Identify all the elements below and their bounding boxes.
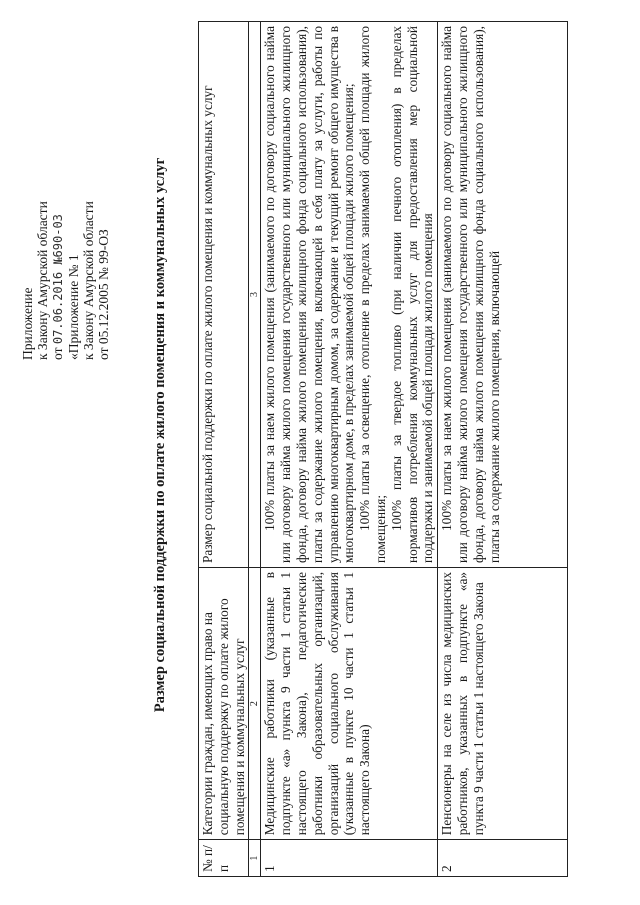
- table-header-row: [199, 22, 249, 877]
- appendix-label: Приложение: [20, 287, 35, 360]
- law-reference: к Закону Амурской области: [35, 201, 50, 360]
- support-paragraph: 100% платы за твердое топливо (при наличии печного отопления) в пределах нормативов потребления коммунальных услуг для предоставления мер социальной поддержки и занимаемой общей площади жилого помещения: [388, 26, 436, 563]
- table-row: [261, 22, 438, 877]
- handwritten-date-number: 07.06.2016 №690-03: [51, 214, 65, 345]
- column-number-row: [249, 22, 261, 877]
- law-date-2: от 05.12.2005 № 99-ОЗ: [96, 229, 111, 360]
- date-prefix: от: [50, 347, 65, 360]
- law-date: [50, 30, 66, 360]
- category-cell: Пенсионеры на селе из числа медицинских работников, указанных в подпункте «а» пункта 9 части 1 статьи 1 настоящего Закона: [438, 567, 568, 839]
- row-number: 1: [261, 840, 438, 877]
- header-support: Размер социальной поддержки по оплате жилого помещения и коммунальных услуг: [199, 22, 249, 568]
- support-table: [198, 21, 568, 877]
- header-category: Категории граждан, имеющих право на социальную поддержку по оплате жилого помещения и коммунальных услуг: [199, 567, 249, 839]
- column-number: 3: [249, 22, 261, 568]
- support-paragraph: 100% платы за наем жилого помещения (занимаемого по договору социального найма или договору найма жилого помещения государственного или муниципального жилищного фонда, договору найма жилого помещения жилищного фонда социального использования), платы за содержание жилого помещения, включающей в себя плату за услуги, работы по управлению многоквартирным домом, за содержание и текущий ремонт общего имущества в многоквартирном доме, в пределах занимаемой общей площади жилого помещения;: [262, 26, 357, 563]
- category-cell: Медицинские работники (указанные в подпункте «а» пункта 9 части 1 статьи 1 настоящего Закона), педагогические работники образовательных организаций, организаций социального обслуживания (указанные в пункте 10 части 1 статьи 1 настоящего Закона): [261, 567, 438, 839]
- support-cell-clip: [439, 26, 566, 563]
- support-paragraph: 100% платы за освещение, отопление в пределах занимаемой общей площади жилого помещения;: [357, 26, 388, 563]
- document-title: Размер социальной поддержки по оплате жилого помещения и коммунальных услуг: [152, 157, 168, 713]
- support-cell: [261, 22, 438, 568]
- column-number: 1: [249, 840, 261, 877]
- column-number: 2: [249, 567, 261, 839]
- support-paragraph: 100% платы за наем жилого помещения (занимаемого по договору социального найма или договору найма жилого помещения государственного или муниципального жилищного фонда, договору найма жилого помещения жилищного фонда социального использования), платы за содержание жилого помещения, включающей: [439, 26, 502, 563]
- appendix-1-label: «Приложение № 1: [66, 254, 81, 360]
- support-cell: [438, 22, 568, 568]
- row-number: 2: [438, 840, 568, 877]
- appendix-header: [20, 30, 111, 360]
- header-number: № п/п: [199, 840, 249, 877]
- law-reference-2: к Закону Амурской области: [81, 201, 96, 360]
- table-row: [438, 22, 568, 877]
